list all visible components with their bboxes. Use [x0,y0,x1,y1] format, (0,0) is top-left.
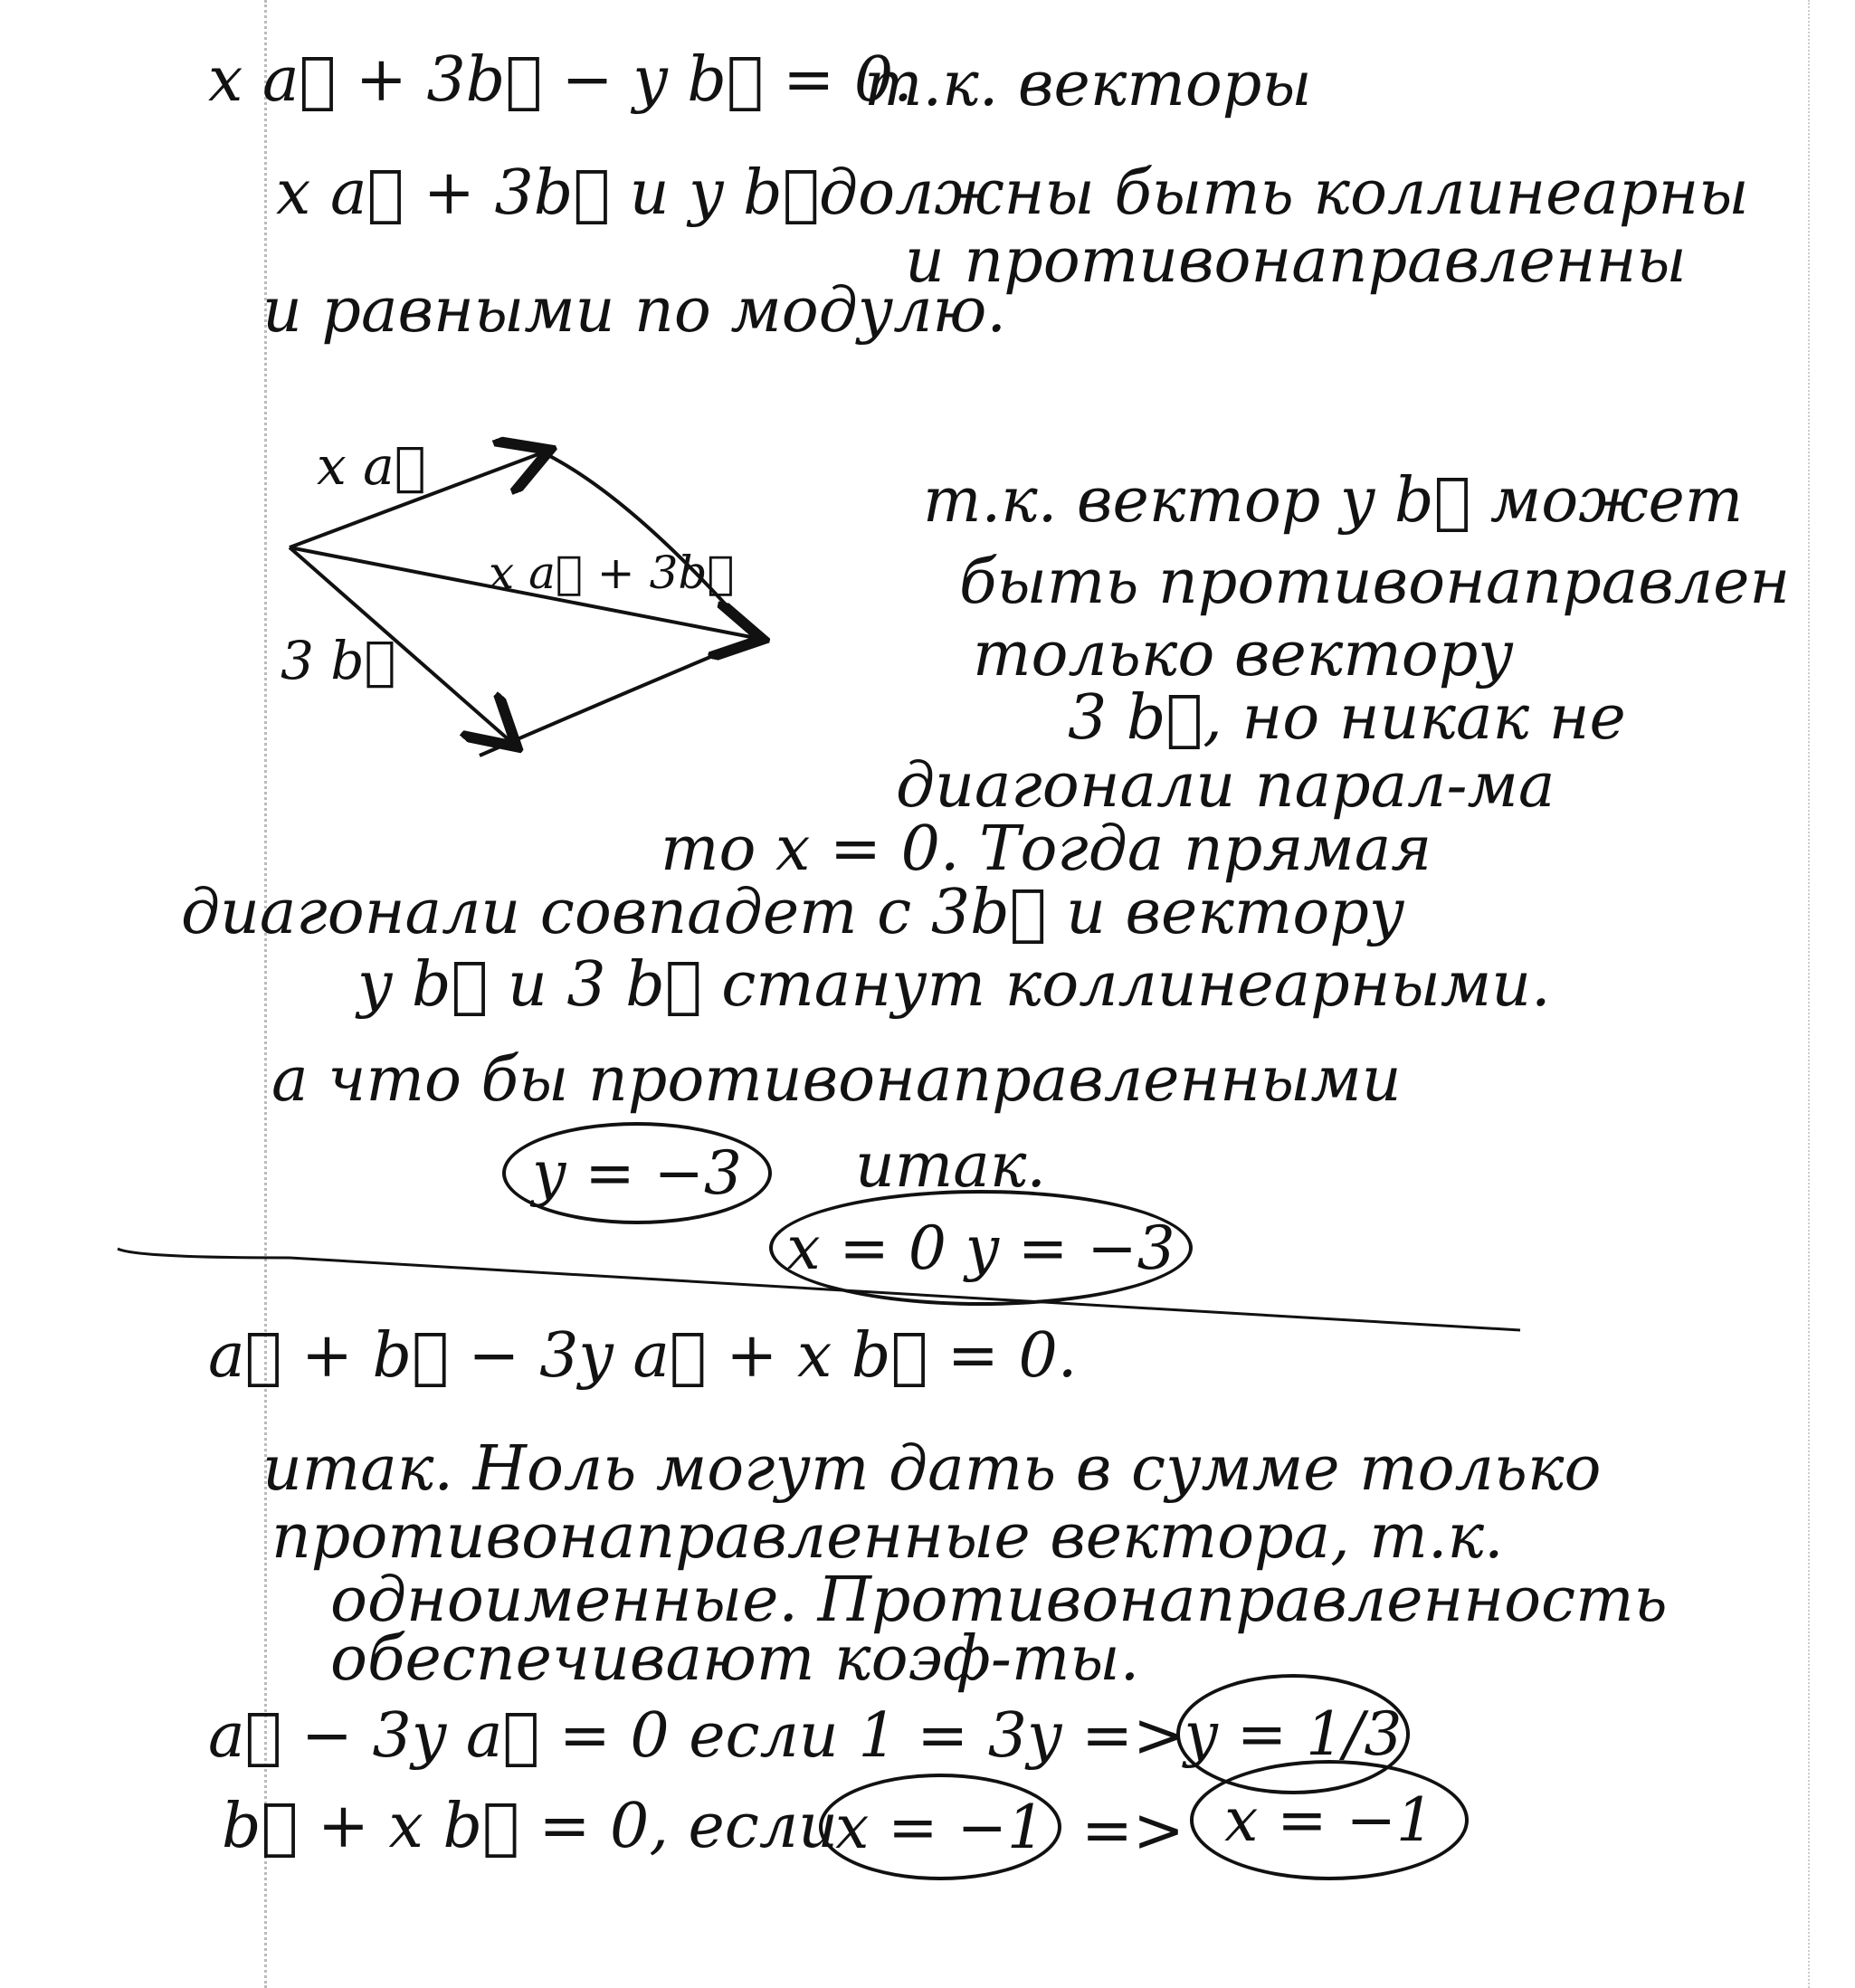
explain-line-3: только вектору [973,619,1514,690]
line-2-vectors: x a⃗ + 3b⃗ и y b⃗ [276,157,820,229]
label-xa: x a⃗ [317,435,426,497]
explain-line-5: диагонали парал-ма [896,750,1555,822]
equation-1-note: т.к. векторы [864,49,1312,120]
parallelogram-diagram [253,398,796,778]
part2-text-4: обеспечивают коэф-ты. [330,1623,1140,1695]
label-sum: x a⃗ + 3b⃗ [489,547,735,599]
explain-line-4: 3 b⃗, но никак не [1068,682,1626,754]
part2-text-1: итак. Ноль могут дать в сумме только [262,1433,1602,1505]
explain-line-9: а что бы противонаправленными [271,1044,1402,1116]
side-top-right [543,452,756,638]
explain-line-1: т.к. вектор y b⃗ может [923,465,1744,537]
part2-text-2: противонаправленные вектора, т.к. [271,1501,1504,1573]
circled-x-minus-1: x = −1 [819,1774,1061,1880]
line-4-equal-modulus: и равными по модулю. [262,275,1007,347]
itak-label: итак. [855,1130,1047,1202]
explain-line-7: диагонали совпадет с 3b⃗ и вектору [181,877,1405,948]
circled-y-one-third: y = 1/3 [1176,1674,1410,1794]
margin-line-right [1808,0,1828,1988]
explain-line-8: y b⃗ и 3 b⃗ станут коллинеарными. [357,949,1551,1021]
explain-line-6: то x = 0. Тогда прямая [661,813,1432,885]
label-3b: 3 b⃗ [281,630,396,691]
equation-2: a⃗ + b⃗ − 3y a⃗ + x b⃗ = 0. [208,1320,1078,1392]
equation-4: b⃗ + x b⃗ = 0, если [222,1791,838,1862]
implies-arrow: => [1081,1795,1184,1867]
circled-y-minus-3: y = −3 [502,1122,772,1224]
equation-3: a⃗ − 3y a⃗ = 0 если 1 = 3y => [208,1700,1185,1772]
line-3-opposite: и противонаправленны [905,225,1687,297]
equation-1: x a⃗ + 3b⃗ − y b⃗ = 0. [208,44,913,116]
part2-text-3: одноименные. Противонаправленность [330,1565,1668,1636]
answer-x-minus-1-circled: x = −1 [1190,1760,1469,1880]
answer-1-circled: x = 0 y = −3 [769,1190,1193,1306]
line-2-collinear: должны быть коллинеарны [819,157,1749,229]
explain-line-2: быть противонаправлен [959,547,1791,618]
side-bottom-right [480,638,756,756]
